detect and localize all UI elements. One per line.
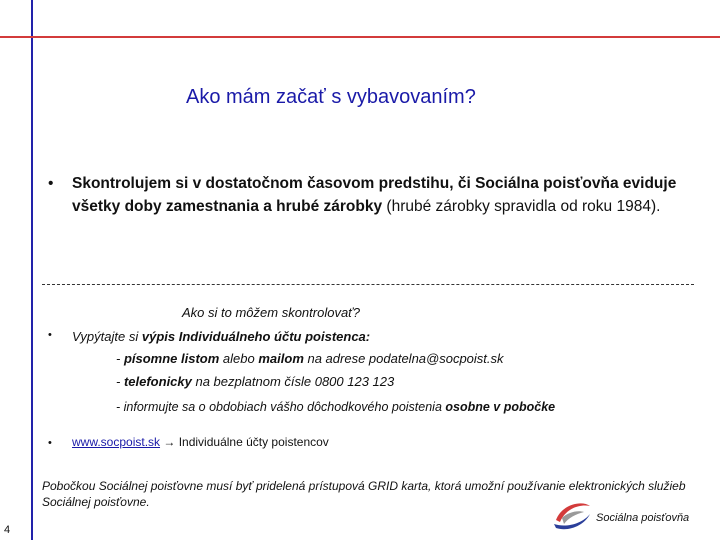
- option-phone: - telefonicky na bezplatnom čísle 0800 123 123: [116, 374, 395, 389]
- website-line: www.socpoist.sk → Individuálne účty poistencov: [72, 435, 329, 449]
- bullet-text: Skontrolujem si v dostatočnom časovom predstihu, či Sociálna poisťovňa eviduje všetky doby zamestnania a hrubé zárobky (hrubé zárobky spravidla od roku 1984).: [72, 175, 677, 215]
- slide-title: Ako mám začať s vybavovaním?: [186, 86, 476, 108]
- horizontal-rule: [0, 36, 720, 38]
- page-number: 4: [4, 524, 11, 536]
- grid-card-note: Pobočkou Sociálnej poisťovne musí byť pridelená prístupová GRID karta, ktorá umožní používanie elektronických služieb Sociálnej poisťovne.: [42, 479, 686, 509]
- request-statement-text: Vypýtajte si výpis Individuálneho účtu poistenca:: [72, 329, 371, 344]
- option-in-person: - informujte sa o obdobiach vášho dôchodkového poistenia osobne v pobočke: [116, 400, 556, 414]
- bullet-dot: •: [48, 329, 52, 341]
- bullet-dot: •: [48, 437, 52, 449]
- question-heading: Ako si to môžem skontrolovať?: [182, 305, 361, 320]
- socpoist-link[interactable]: www.socpoist.sk: [72, 435, 161, 449]
- option-letter-email: - písomne listom alebo mailom na adrese podatelna@socpoist.sk: [116, 351, 504, 366]
- vertical-rule: [31, 0, 33, 540]
- dashed-separator: [42, 284, 694, 285]
- socialna-poistovna-logo-icon: [552, 498, 592, 532]
- arrow-right-icon: →: [163, 435, 176, 449]
- logo-text: Sociálna poisťovňa: [596, 512, 690, 524]
- bullet-dot: •: [48, 175, 54, 192]
